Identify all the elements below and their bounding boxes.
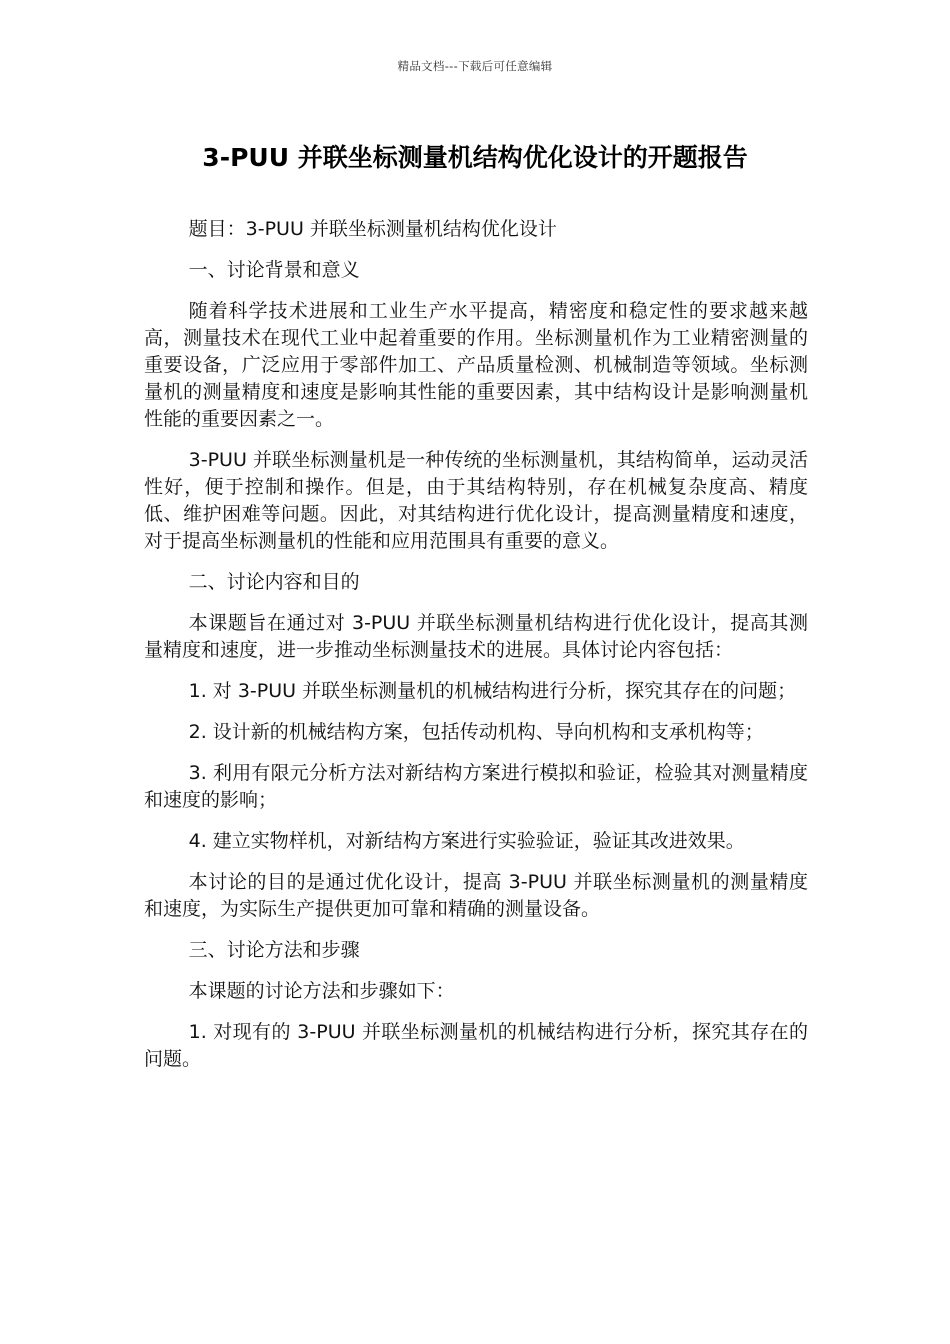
paragraph: 本课题的讨论方法和步骤如下： — [188, 980, 455, 1002]
list-item: 2. 设计新的机械结构方案，包括传动机构、导向机构和支承机构等； — [188, 721, 764, 743]
paragraph: 本课题旨在通过对 3-PUU 并联坐标测量机结构进行优化设计，提高其测量精度和速度，进一步推动坐标测量技术的进展。具体讨论内容包括： — [144, 612, 808, 661]
section-heading-method: 三、讨论方法和步骤 — [188, 939, 360, 961]
document-body — [144, 216, 808, 1087]
section-heading-content: 二、讨论内容和目的 — [188, 571, 360, 593]
paragraph: 本讨论的目的是通过优化设计，提高 3-PUU 并联坐标测量机的测量精度和速度，为实际生产提供更加可靠和精确的测量设备。 — [144, 871, 808, 920]
list-item: 1. 对 3-PUU 并联坐标测量机的机械结构进行分析，探究其存在的问题； — [188, 680, 797, 702]
list-item: 3. 利用有限元分析方法对新结构方案进行模拟和验证，检验其对测量精度和速度的影响； — [144, 762, 808, 811]
list-item: 1. 对现有的 3-PUU 并联坐标测量机的机械结构进行分析，探究其存在的问题。 — [144, 1021, 808, 1070]
header-note: 精品文档---下载后可任意编辑 — [397, 59, 553, 73]
paragraph: 随着科学技术进展和工业生产水平提高，精密度和稳定性的要求越来越高，测量技术在现代工业中起着重要的作用。坐标测量机作为工业精密测量的重要设备，广泛应用于零部件加工、产品质量检测、机械制造等领域。坐标测量机的测量精度和速度是影响其性能的重要因素，其中结构设计是影响测量机性能的重要因素之一。 — [144, 300, 808, 430]
section-heading-background: 一、讨论背景和意义 — [188, 259, 360, 281]
list-item: 4. 建立实物样机，对新结构方案进行实验验证，验证其改进效果。 — [188, 830, 745, 852]
document-title: 3-PUU 并联坐标测量机结构优化设计的开题报告 — [202, 143, 748, 172]
paragraph: 3-PUU 并联坐标测量机是一种传统的坐标测量机，其结构简单，运动灵活性好，便于控制和操作。但是，由于其结构特别，存在机械复杂度高、精度低、维护困难等问题。因此，对其结构进行优化设计，提高测量精度和速度，对于提高坐标测量机的性能和应用范围具有重要的意义。 — [144, 449, 808, 552]
topic-line: 题目：3-PUU 并联坐标测量机结构优化设计 — [188, 218, 557, 240]
